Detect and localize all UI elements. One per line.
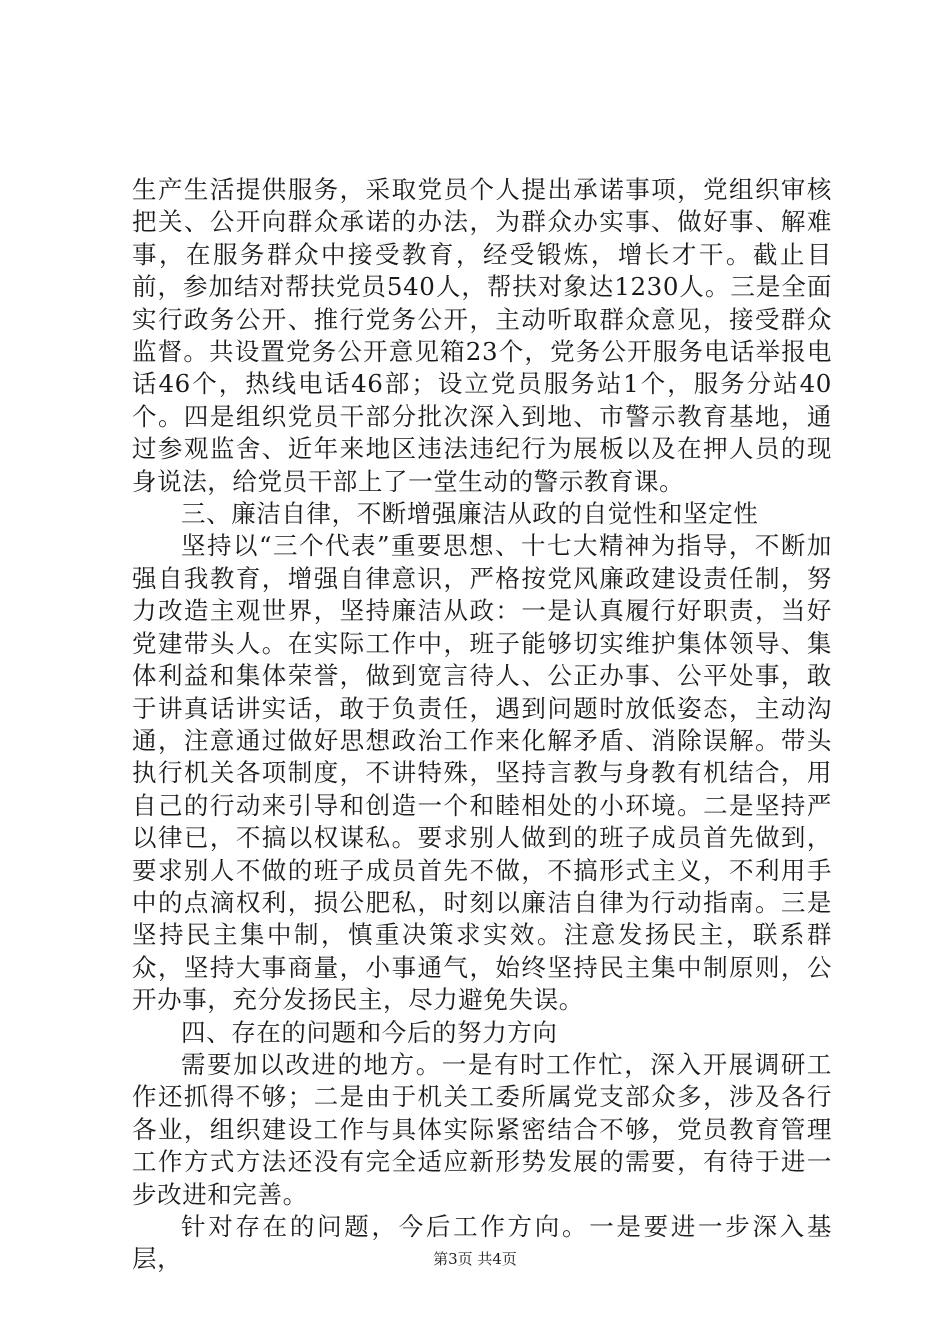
section-heading-3: 三、廉洁自律，不断增强廉洁从政的自觉性和坚定性 xyxy=(181,499,759,529)
paragraph-continuation: 生产生活提供服务，采取党员个人提出承诺事项，党组织审核把关、公开向群众承诺的办法，为群众办实事、做好事、解难事，在服务群众中接受教育，经受锻炼，增长才干。截止目前，参加结对帮扶党员540人，帮扶对象达1230人。三是全面实行政务公开、推行党务公开，主动听取群众意见，接受群众监督。共设置党务公开意见箱23个，党务公开服务电话举报电话46个，热线电话46部；设立党员服务站1个，服务分站40个。四是组织党员干部分批次深入到地、市警示教育基地，通过参观监舍、近年来地区违法违纪行为展板以及在押人员的现身说法，给党员干部上了一堂生动的警示教育课。 xyxy=(132,175,832,496)
paragraph-future-direction: 针对存在的问题，今后工作方向。一是要进一步深入基层， xyxy=(132,1212,832,1274)
document-body xyxy=(132,174,832,1276)
page-footer: 第3页 共4页 xyxy=(433,1250,517,1268)
section-heading-4: 四、存在的问题和今后的努力方向 xyxy=(181,1017,558,1047)
paragraph-improvements: 需要加以改进的地方。一是有时工作忙，深入开展调研工作还抓得不够；二是由于机关工委所属党支部众多，涉及各行各业，组织建设工作与具体实际紧密结合不够，党员教育管理工作方式方法还没有完全适应新形势发展的需要，有待于进一步改进和完善。 xyxy=(132,1049,832,1209)
paragraph-integrity: 坚持以“三个代表”重要思想、十七大精神为指导，不断加强自我教育，增强自律意识，严格按党风廉政建设责任制，努力改造主观世界，坚持廉洁从政：一是认真履行好职责，当好党建带头人。在实际工作中，班子能够切实维护集体领导、集体利益和集体荣誉，做到宽言待人、公正办事、公平处事，敢于讲真话讲实话，敢于负责任，遇到问题时放低姿态，主动沟通，注意通过做好思想政治工作来化解矛盾、消除误解。带头执行机关各项制度，不讲特殊，坚持言教与身教有机结合，用自己的行动来引导和创造一个和睦相处的小环境。二是坚持严以律已，不搞以权谋私。要求别人做到的班子成员首先做到，要求别人不做的班子成员首先不做，不搞形式主义，不利用手中的点滴权利，损公肥私，时刻以廉洁自律为行动指南。三是坚持民主集中制，慎重决策求实效。注意发扬民主，联系群众，坚持大事商量，小事通气，始终坚持民主集中制原则，公开办事，充分发扬民主，尽力避免失误。 xyxy=(132,531,832,1015)
